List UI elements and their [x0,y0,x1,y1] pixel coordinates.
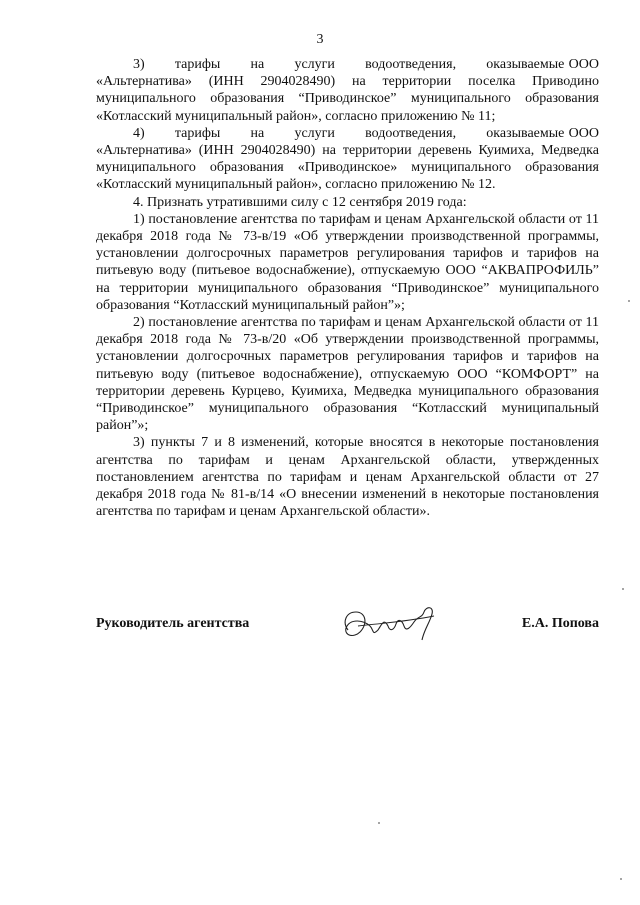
scan-speck [628,300,630,302]
page-number: 3 [316,32,324,47]
scan-speck [620,878,622,880]
handwritten-signature [334,600,454,646]
scan-speck [378,822,380,824]
paragraph-repeal-2: 2) постановление агентства по тарифам и ценам Архангельской области от 11 декабря 2018 года № 73-в/20 «Об утверждении производственной программы, установлении долгосрочных параметров регулирования тарифов и тарифов на питьевую воду (питьевое водоснабжение), отпускаемую ООО “КОМФОРТ” на территории деревень Курцево, Куимиха, Медведка муниципального образования “Приводинское” муниципального образования “Котласский муниципальный район”»; [96,315,599,434]
paragraph-item-3: 3) тарифы на услуги водоотведения, оказываемые ООО «Альтернатива» (ИНН 2904028490) на территории поселка Приводино муниципального образования “Приводинское” муниципального образования «Котласский муниципальный район», согласно приложению № 11; [96,57,599,124]
document-body [96,56,599,520]
paragraph-clause-4: 4. Признать утратившими силу с 12 сентября 2019 года: [133,194,467,210]
signatory-role: Руководитель агентства [96,616,250,631]
paragraph-repeal-1: 1) постановление агентства по тарифам и ценам Архангельской области от 11 декабря 2018 года № 73-в/19 «Об утверждении производственной программы, установлении долгосрочных параметров регулирования тарифов и тарифов на питьевую воду (питьевое водоснабжение), отпускаемую ООО “АКВАПРОФИЛЬ” на территории муниципального образования “Приводинское” муниципального образования “Котласский муниципальный район”»; [96,211,599,313]
scan-speck [622,588,624,590]
signature-block [96,612,599,638]
paragraph-repeal-3: 3) пункты 7 и 8 изменений, которые вносятся в некоторые постановления агентства по тарифам и ценам Архангельской области, утвержденных постановлением агентства по тарифам и ценам Архангельской области от 27 декабря 2018 года № 81-в/14 «О внесении изменений в некоторые постановления агентства по тарифам и ценам Архангельской области». [96,435,599,520]
signatory-name: Е.А. Попова [521,616,599,631]
paragraph-item-4: 4) тарифы на услуги водоотведения, оказываемые ООО «Альтернатива» (ИНН 2904028490) на территории деревень Куимиха, Медведка муниципального образования «Приводинское» муниципального образования «Котласский муниципальный район», согласно приложению № 12. [96,125,599,193]
